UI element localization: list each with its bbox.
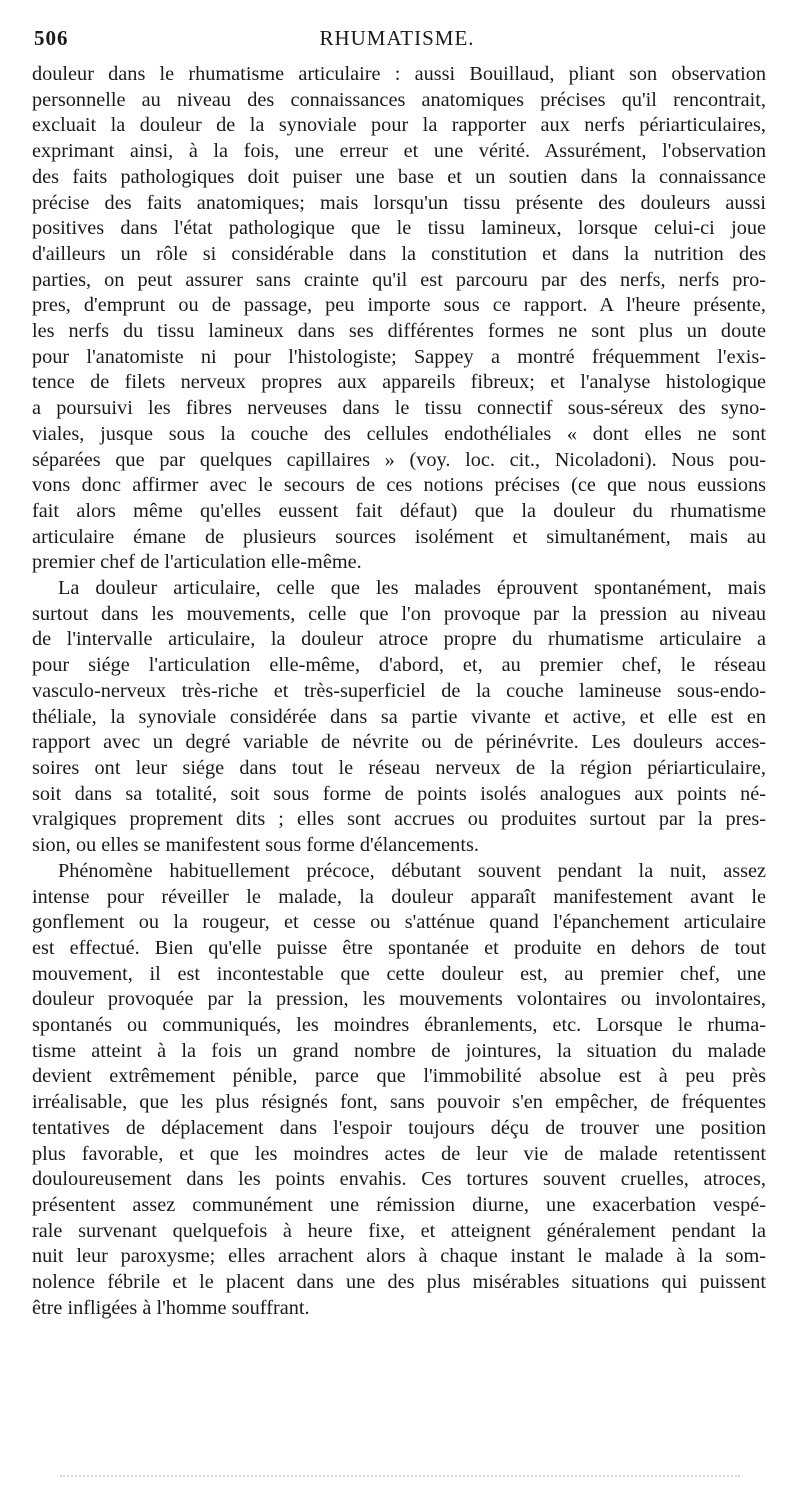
text-line: personnelle au niveau des connaissances anatomiques précises qu'il rencontrait, xyxy=(32,88,766,111)
text-line: pour siége l'articulation elle-même, d'abord, et, au premier chef, le réseau xyxy=(32,654,766,677)
text-line: devient extrêmement pénible, parce que l'immobilité absolue est à peu près xyxy=(32,1065,766,1088)
text-line: viales, jusque sous la couche des cellules endothéliales « dont elles ne sont xyxy=(32,422,766,445)
text-line: des faits pathologiques doit puiser une base et un soutien dans la connaissance xyxy=(32,165,766,188)
page-header xyxy=(34,26,760,54)
text-line: intense pour réveiller le malade, la douleur apparaît manifestement avant le xyxy=(32,885,766,908)
text-line: rale survenant quelquefois à heure fixe, et atteignent généralement pendant la xyxy=(32,1219,766,1242)
text-line: surtout dans les mouvements, celle que l'on provoque par la pression au niveau xyxy=(32,602,766,625)
text-line: positives dans l'état pathologique que le tissu lamineux, lorsque celui-ci joue xyxy=(32,217,766,240)
text-line: a poursuivi les fibres nerveuses dans le tissu connectif sous-séreux des syno- xyxy=(32,397,766,420)
text-line: premier chef de l'articulation elle-même. xyxy=(32,551,362,574)
text-line: pour l'anatomiste ni pour l'histologiste; Sappey a montré fréquemment l'exis- xyxy=(32,345,766,368)
running-title: RHUMATISME. xyxy=(319,26,475,50)
text-line: spontanés ou communiqués, les moindres ébranlements, etc. Lorsque le rhuma- xyxy=(32,1014,766,1037)
text-line: fait alors même qu'elles eussent fait défaut) que la douleur du rhumatisme xyxy=(32,499,766,522)
text-line: gonflement ou la rougeur, et cesse ou s'atténue quand l'épanchement articulaire xyxy=(32,911,766,934)
text-line: sion, ou elles se manifestent sous forme d'élancements. xyxy=(32,834,479,857)
text-line: présentent assez communément une rémission diurne, une exacerbation vespé- xyxy=(32,1193,766,1216)
body-text xyxy=(32,62,766,1321)
text-line: irréalisable, que les plus résignés font, sans pouvoir s'en empêcher, de fréquentes xyxy=(32,1091,766,1114)
text-line: parties, on peut assurer sans crainte qu'il est parcouru par des nerfs, nerfs pro- xyxy=(32,268,766,291)
text-line: La douleur articulaire, celle que les malades éprouvent spontanément, mais xyxy=(58,577,766,600)
text-line: exprimant ainsi, à la fois, une erreur et une vérité. Assurément, l'observation xyxy=(32,140,766,163)
paragraph-3 xyxy=(32,859,766,1322)
text-line: soires ont leur siége dans tout le réseau nerveux de la région périarticulaire, xyxy=(32,756,766,779)
text-line: vons donc affirmer avec le secours de ces notions précises (ce que nous eussions xyxy=(32,474,766,497)
paragraph-2 xyxy=(32,576,766,859)
text-line: Phénomène habituellement précoce, débutant souvent pendant la nuit, assez xyxy=(58,859,766,882)
text-line: douleur provoquée par la pression, les mouvements volontaires ou involontaires, xyxy=(32,988,766,1011)
text-line: rapport avec un degré variable de névrite ou de périnévrite. Les douleurs acces- xyxy=(32,731,766,754)
text-line: articulaire émane de plusieurs sources isolément et simultanément, mais au xyxy=(32,525,766,548)
text-line: précise des faits anatomiques; mais lorsqu'un tissu présente des douleurs aussi xyxy=(32,191,766,214)
text-line: excluait la douleur de la synoviale pour la rapporter aux nerfs périarticulaires, xyxy=(32,114,766,137)
text-line: douloureusement dans les points envahis. Ces tortures souvent cruelles, atroces, xyxy=(32,1168,766,1191)
text-line: théliale, la synoviale considérée dans sa partie vivante et active, et elle est en xyxy=(32,705,766,728)
text-line: nuit leur paroxysme; elles arrachent alors à chaque instant le malade à la som- xyxy=(32,1245,766,1268)
text-line: les nerfs du tissu lamineux dans ses différentes formes ne sont plus un doute xyxy=(32,320,766,343)
text-line: plus favorable, et que les moindres actes de leur vie de malade retentissent xyxy=(32,1142,766,1165)
page-number: 506 xyxy=(34,26,69,50)
text-line: douleur dans le rhumatisme articulaire : aussi Bouillaud, pliant son observation xyxy=(32,63,766,85)
text-line: tentatives de déplacement dans l'espoir toujours déçu de trouver une position xyxy=(32,1116,766,1139)
text-line: tence de filets nerveux propres aux appareils fibreux; et l'analyse histologique xyxy=(32,371,766,394)
text-line: pres, d'emprunt ou de passage, peu importe sous ce rapport. A l'heure présente, xyxy=(32,294,766,317)
text-line: être infligées à l'homme souffrant. xyxy=(32,1296,310,1319)
text-line: nolence fébrile et le placent dans une des plus misérables situations qui puissent xyxy=(32,1271,766,1294)
text-line: de l'intervalle articulaire, la douleur atroce propre du rhumatisme articulaire a xyxy=(32,628,766,651)
text-line: d'ailleurs un rôle si considérable dans la constitution et dans la nutrition des xyxy=(32,242,766,265)
text-line: mouvement, il est incontestable que cette douleur est, au premier chef, une xyxy=(32,962,766,985)
text-line: est effectué. Bien qu'elle puisse être spontanée et produite en dehors de tout xyxy=(32,936,766,959)
text-line: séparées que par quelques capillaires » (voy. loc. cit., Nicoladoni). Nous pou- xyxy=(32,448,766,471)
page-bottom-margin xyxy=(60,1475,740,1481)
text-line: tisme atteint à la fois un grand nombre de jointures, la situation du malade xyxy=(32,1039,766,1062)
text-line: vasculo-nerveux très-riche et très-superficiel de la couche lamineuse sous-endo- xyxy=(32,679,766,702)
text-line: soit dans sa totalité, soit sous forme de points isolés analogues aux points né- xyxy=(32,782,766,805)
text-line: vralgiques proprement dits ; elles sont accrues ou produites surtout par la pres- xyxy=(32,808,766,831)
paragraph-1 xyxy=(32,62,766,576)
